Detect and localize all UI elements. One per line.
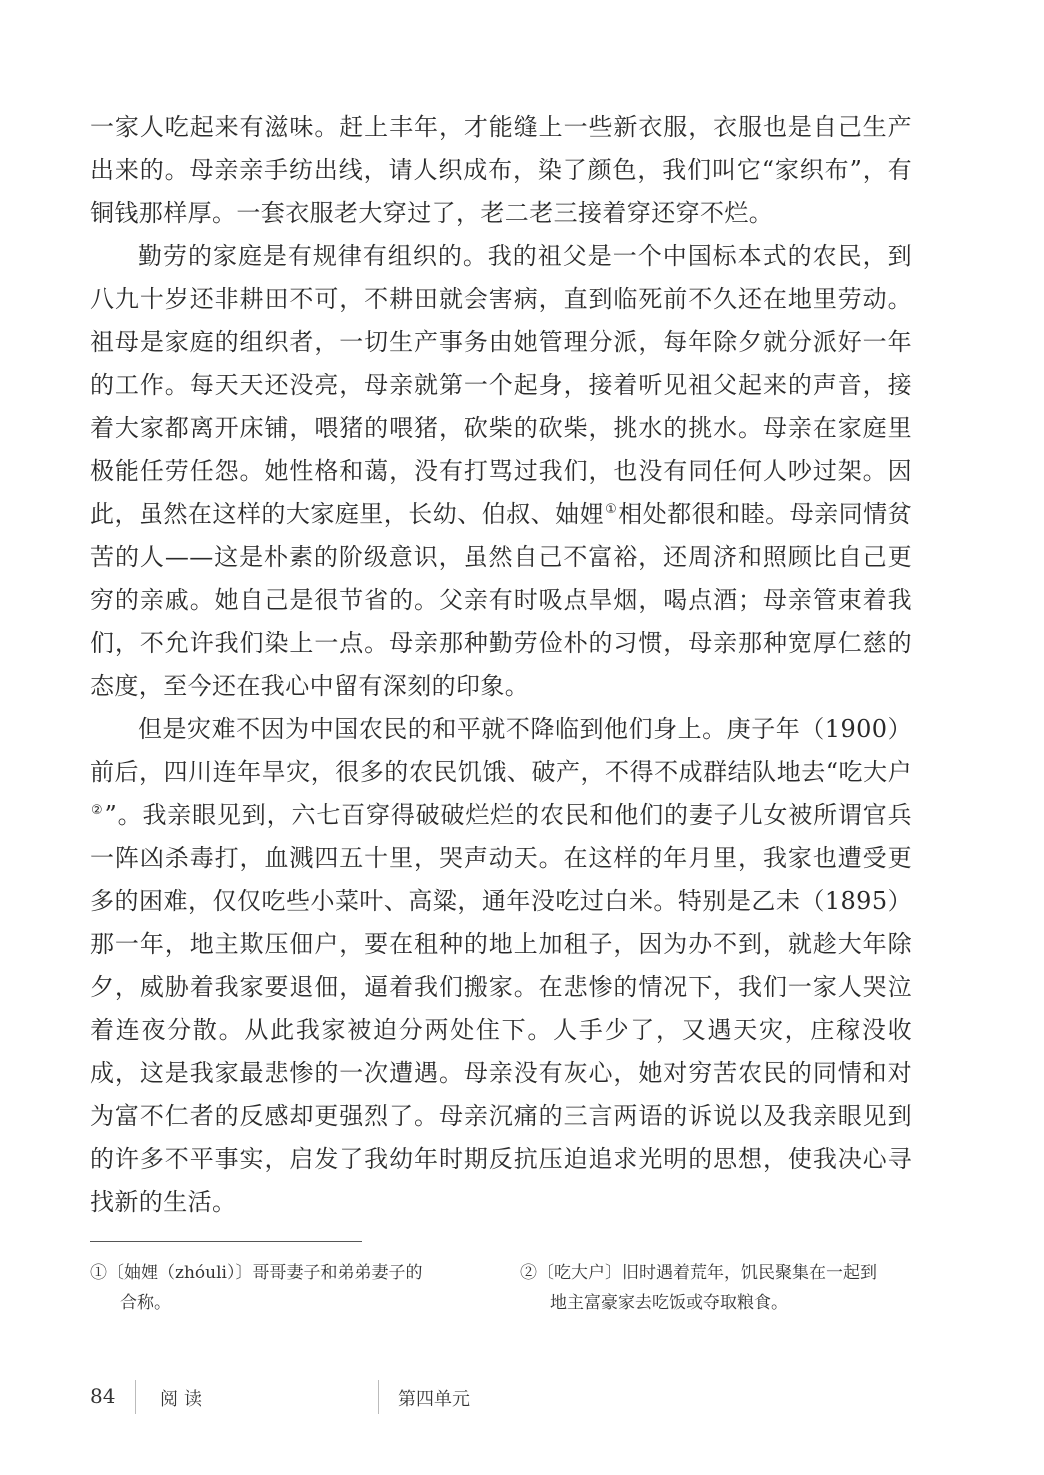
footer-divider-1 — [135, 1380, 136, 1414]
footnote-ref-1[interactable]: ① — [605, 502, 618, 517]
footnote-2 — [520, 1258, 920, 1318]
main-text — [90, 106, 912, 1224]
footnote-1-line1: ①〔妯娌（zhóuli）〕哥哥妻子和弟弟妻子的 — [90, 1263, 423, 1283]
footnote-1 — [90, 1258, 460, 1318]
footnote-2-line2: 地主富豪家去吃饭或夺取粮食。 — [550, 1293, 788, 1313]
footer-divider-2 — [378, 1380, 379, 1414]
paragraph-2 — [90, 235, 912, 708]
paragraph-2-text-a: 勤劳的家庭是有规律有组织的。我的祖父是一个中国标本式的农民，到八九十岁还非耕田不可，不耕田就会害病，直到临死前不久还在地里劳动。祖母是家庭的组织者，一切生产事务由她管理分派，每年除夕就分派好一年的工作。每天天还没亮，母亲就第一个起身，接着听见祖父起来的声音，接着大家都离开床铺，喂猪的喂猪，砍柴的砍柴，挑水的挑水。母亲在家庭里极能任劳任怨。她性格和蔼，没有打骂过我们，也没有同任何人吵过架。因此，虽然在这样的大家庭里，长幼、伯叔、妯娌 — [90, 242, 912, 528]
paragraph-3-text-b: ”。我亲眼见到，六七百穿得破破烂烂的农民和他们的妻子儿女被所谓官兵一阵凶杀毒打，血溅四五十里，哭声动天。在这样的年月里，我家也遭受更多的困难，仅仅吃些小菜叶、高粱，通年没吃过白米。特别是乙未（1895）那一年，地主欺压佃户，要在租种的地上加租子，因为办不到，就趁大年除夕，威胁着我家要退佃，逼着我们搬家。在悲惨的情况下，我们一家人哭泣着连夜分散。从此我家被迫分两处住下。人手少了，又遇天灾，庄稼没收成，这是我家最悲惨的一次遭遇。母亲没有灰心，她对穷苦农民的同情和对为富不仁者的反感却更强烈了。母亲沉痛的三言两语的诉说以及我亲眼见到的许多不平事实，启发了我幼年时期反抗压迫追求光明的思想，使我决心寻找新的生活。 — [90, 801, 912, 1216]
paragraph-3 — [90, 708, 912, 1224]
page-number: 84 — [90, 1384, 116, 1408]
unit-label: 第四单元 — [398, 1389, 470, 1410]
paragraph-1-text: 一家人吃起来有滋味。赶上丰年，才能缝上一些新衣服，衣服也是自己生产出来的。母亲亲手纺出线，请人织成布，染了颜色，我们叫它“家织布”，有铜钱那样厚。一套衣服老大穿过了，老二老三接着穿还穿不烂。 — [90, 113, 912, 227]
footnote-2-line1: ②〔吃大户〕旧时遇着荒年，饥民聚集在一起到 — [520, 1263, 877, 1283]
footnote-1-line2: 合称。 — [120, 1293, 171, 1313]
paragraph-3-text-a: 但是灾难不因为中国农民的和平就不降临到他们身上。庚子年（1900）前后，四川连年旱灾，很多的农民饥饿、破产，不得不成群结队地去“吃大户 — [90, 715, 912, 786]
footnote-ref-2[interactable]: ② — [91, 803, 104, 818]
page-footer — [0, 1380, 1044, 1420]
footnote-divider — [90, 1241, 362, 1242]
paragraph-2-text-b: 相处都很和睦。母亲同情贫苦的人——这是朴素的阶级意识，虽然自己不富裕，还周济和照顾比自己更穷的亲戚。她自己是很节省的。父亲有时吸点旱烟，喝点酒；母亲管束着我们，不允许我们染上一点。母亲那种勤劳俭朴的习惯，母亲那种宽厚仁慈的态度，至今还在我心中留有深刻的印象。 — [90, 500, 912, 700]
paragraph-1 — [90, 106, 912, 235]
section-label: 阅读 — [160, 1389, 208, 1410]
